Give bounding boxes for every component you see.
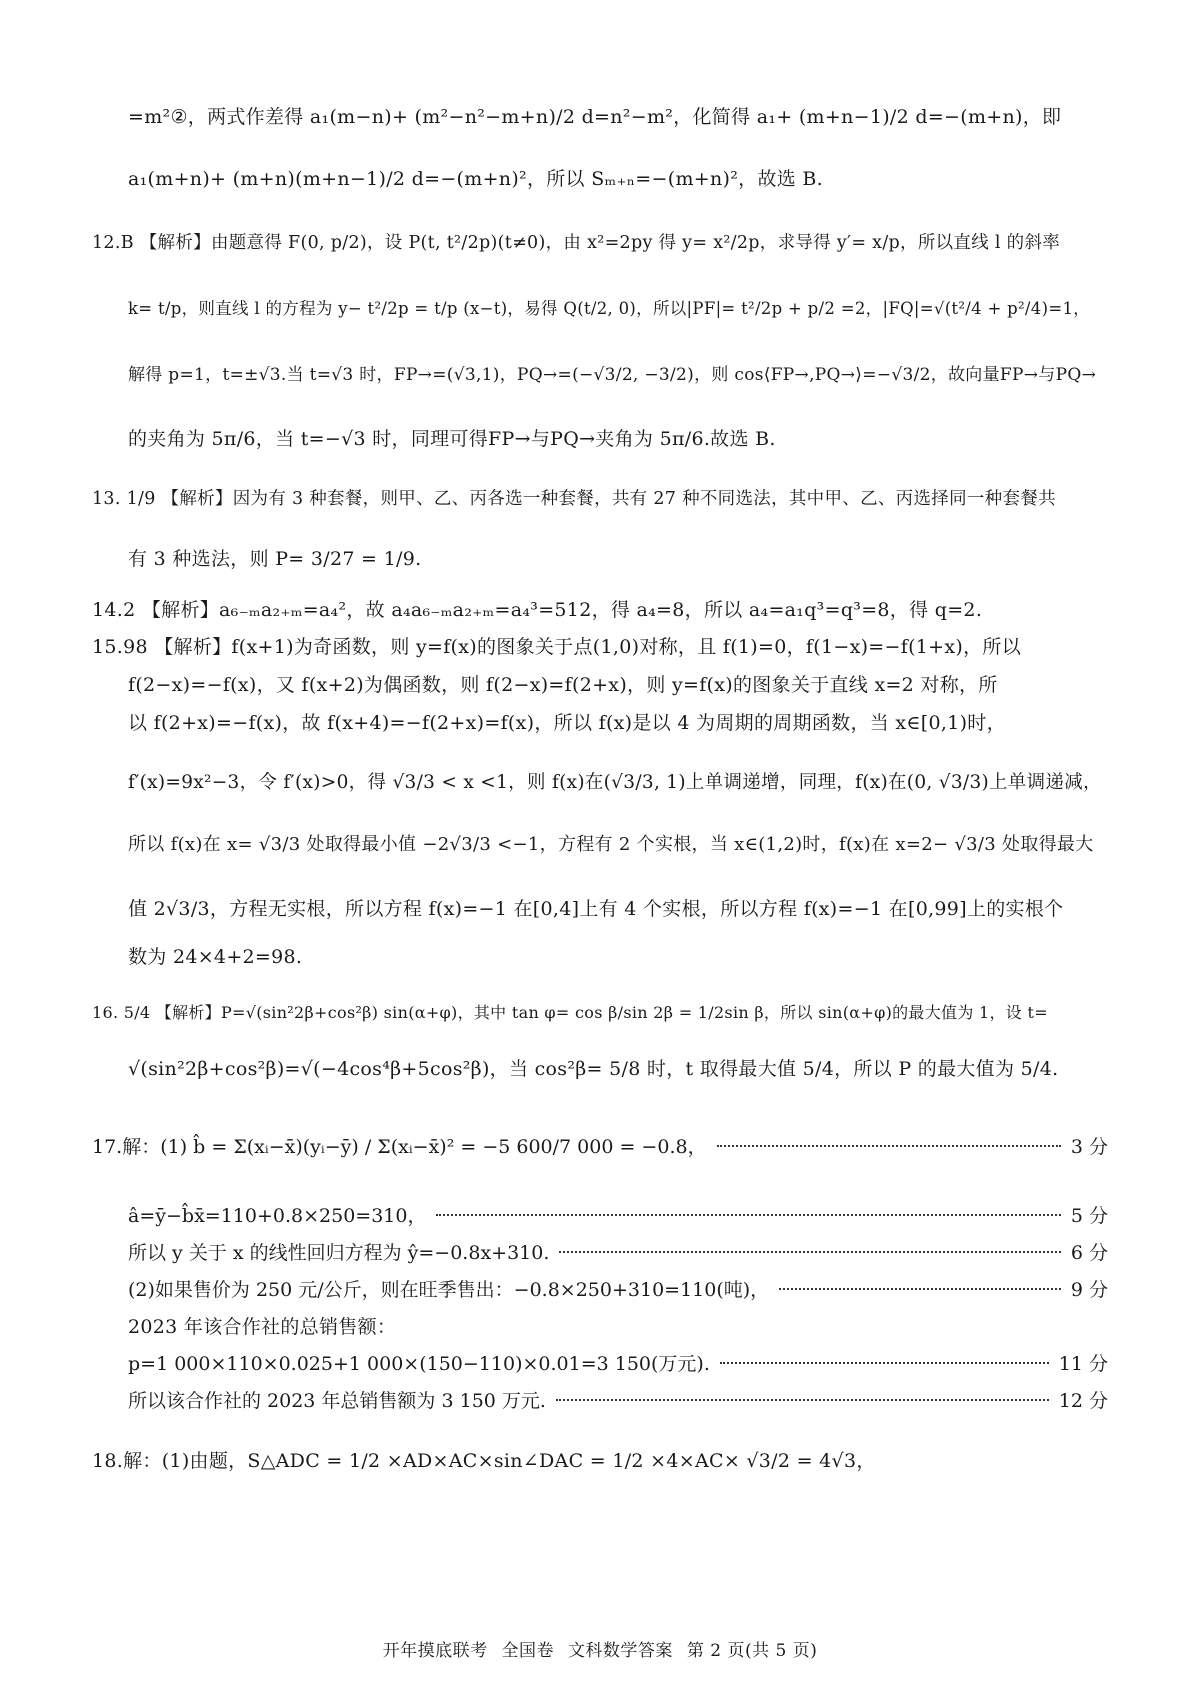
text-line: 以 f(2+x)=−f(x)，故 f(x+4)=−f(2+x)=f(x)，所以 f(x)是以 4 为周期的周期函数，当 x∈[0,1)时， [128,712,1006,734]
scored-line-text: â=ȳ−b̂x̄=110+0.8×250=310， [128,1205,427,1227]
dot-leader [559,1250,1060,1253]
text-line: 解得 p=1，t=±√3.当 t=√3 时，FP→=(√3,1)，PQ→=(−√3/2, −3/2)，则 cos⟨FP→,PQ→⟩=−√3/2，故向量FP→与PQ→ [128,365,1097,385]
scored-line-text: 17.解：(1) b̂ = Σ(xᵢ−x̄)(yᵢ−ȳ) / Σ(xᵢ−x̄)² = −5 600/7 000 = −0.8， [92,1136,707,1158]
score-mark: 5 分 [1070,1205,1108,1227]
q12-solution-line: 12.B 【解析】由题意得 F(0, p/2)，设 P(t, t²/2p)(t≠0)，由 x²=2py 得 y= x²/2p，求导得 y′= x/p，所以直线 l 的斜率 [92,233,1061,253]
score-mark: 9 分 [1070,1279,1108,1301]
text-line: =m²②，两式作差得 a₁(m−n)+ (m²−n²−m+n)/2 d=n²−m²，化简得 a₁+ (m+n−1)/2 d=−(m+n)，即 [128,106,1062,128]
text-line: 值 2√3/3，方程无实根，所以方程 f(x)=−1 在[0,4]上有 4 个实根，所以方程 f(x)=−1 在[0,99]上的实根个 [128,898,1064,920]
dot-leader [720,1361,1049,1364]
text-line: k= t/p，则直线 l 的方程为 y− t²/2p = t/p (x−t)，易得 Q(t/2, 0)，所以|PF|= t²/2p + p/2 =2，|FQ|=√(t²/4 + p²/4)=1， [128,299,1091,318]
text-line: f′(x)=9x²−3，令 f′(x)>0，得 √3/3 < x <1，则 f(x)在(√3/3, 1)上单调递增，同理，f(x)在(0, √3/3)上单调递减， [128,772,1102,793]
scored-line [128,1240,1108,1266]
score-mark: 6 分 [1070,1242,1108,1264]
scored-line [92,1134,1108,1160]
page-footer [0,1636,1200,1661]
q16-solution-line: 16. 5/4 【解析】P=√(sin²2β+cos²β) sin(α+φ)，其中 tan φ= cos β/sin 2β = 1/2sin β，所以 sin(α+φ)的最大值为 1，设 t= [92,1003,1048,1022]
scored-line-text: (2)如果售价为 250 元/公斤，则在旺季售出：−0.8×250+310=110(吨)， [128,1279,770,1301]
scored-line-text: 所以该合作社的 2023 年总销售额为 3 150 万元. [128,1390,546,1412]
q14-solution-line: 14.2 【解析】a₆₋ₘa₂₊ₘ=a₄²，故 a₄a₆₋ₘa₂₊ₘ=a₄³=512，得 a₄=8，所以 a₄=a₁q³=q³=8，得 q=2. [92,599,983,621]
footer-page-number: 第 2 页(共 5 页) [686,1641,818,1661]
dot-leader [436,1213,1060,1216]
scored-line-text: p=1 000×110×0.025+1 000×(150−110)×0.01=3 150(万元). [128,1353,710,1375]
scored-line [128,1351,1108,1377]
footer-exam: 开年摸底联考 [382,1641,488,1661]
text-line: 的夹角为 5π/6，当 t=−√3 时，同理可得FP→与PQ→夹角为 5π/6.故选 B. [128,428,776,450]
scored-line-text: 所以 y 关于 x 的线性回归方程为 ŷ=−0.8x+310. [128,1242,550,1264]
score-mark: 11 分 [1058,1353,1108,1375]
footer-subject: 文科数学答案 [567,1641,673,1661]
q13-solution-line: 13. 1/9 【解析】因为有 3 种套餐，则甲、乙、丙各选一种套餐，共有 27 种不同选法，其中甲、乙、丙选择同一种套餐共 [92,489,1056,509]
scored-line [128,1388,1108,1414]
text-line: 2023 年该合作社的总销售额： [128,1316,397,1338]
scored-line [128,1203,1108,1229]
footer-scope: 全国卷 [501,1641,555,1661]
score-mark: 12 分 [1058,1390,1108,1412]
q15-solution-line: 15.98 【解析】f(x+1)为奇函数，则 y=f(x)的图象关于点(1,0)对称，且 f(1)=0，f(1−x)=−f(1+x)，所以 [92,636,1022,658]
text-line: 数为 24×4+2=98. [128,946,303,968]
text-line: 有 3 种选法，则 P= 3/27 = 1/9. [128,548,422,570]
dot-leader [779,1287,1061,1290]
text-line: f(2−x)=−f(x)，又 f(x+2)为偶函数，则 f(2−x)=f(2+x)，则 y=f(x)的图象关于直线 x=2 对称，所 [128,674,998,696]
text-line: 所以 f(x)在 x= √3/3 处取得最小值 −2√3/3 <−1，方程有 2 个实根，当 x∈(1,2)时，f(x)在 x=2− √3/3 处取得最大 [128,834,1094,855]
text-line: √(sin²2β+cos²β)=√(−4cos⁴β+5cos²β)，当 cos²β= 5/8 时，t 取得最大值 5/4，所以 P 的最大值为 5/4. [128,1058,1059,1080]
scored-line [128,1277,1108,1303]
score-mark: 3 分 [1070,1136,1108,1158]
dot-leader [717,1144,1061,1147]
text-line: a₁(m+n)+ (m+n)(m+n−1)/2 d=−(m+n)²，所以 Sₘ₊ₙ=−(m+n)²，故选 B. [128,168,824,190]
q18-solution-line: 18.解：(1)由题，S△ADC = 1/2 ×AD×AC×sin∠DAC = 1/2 ×4×AC× √3/2 = 4√3， [92,1450,876,1472]
dot-leader [556,1398,1049,1401]
